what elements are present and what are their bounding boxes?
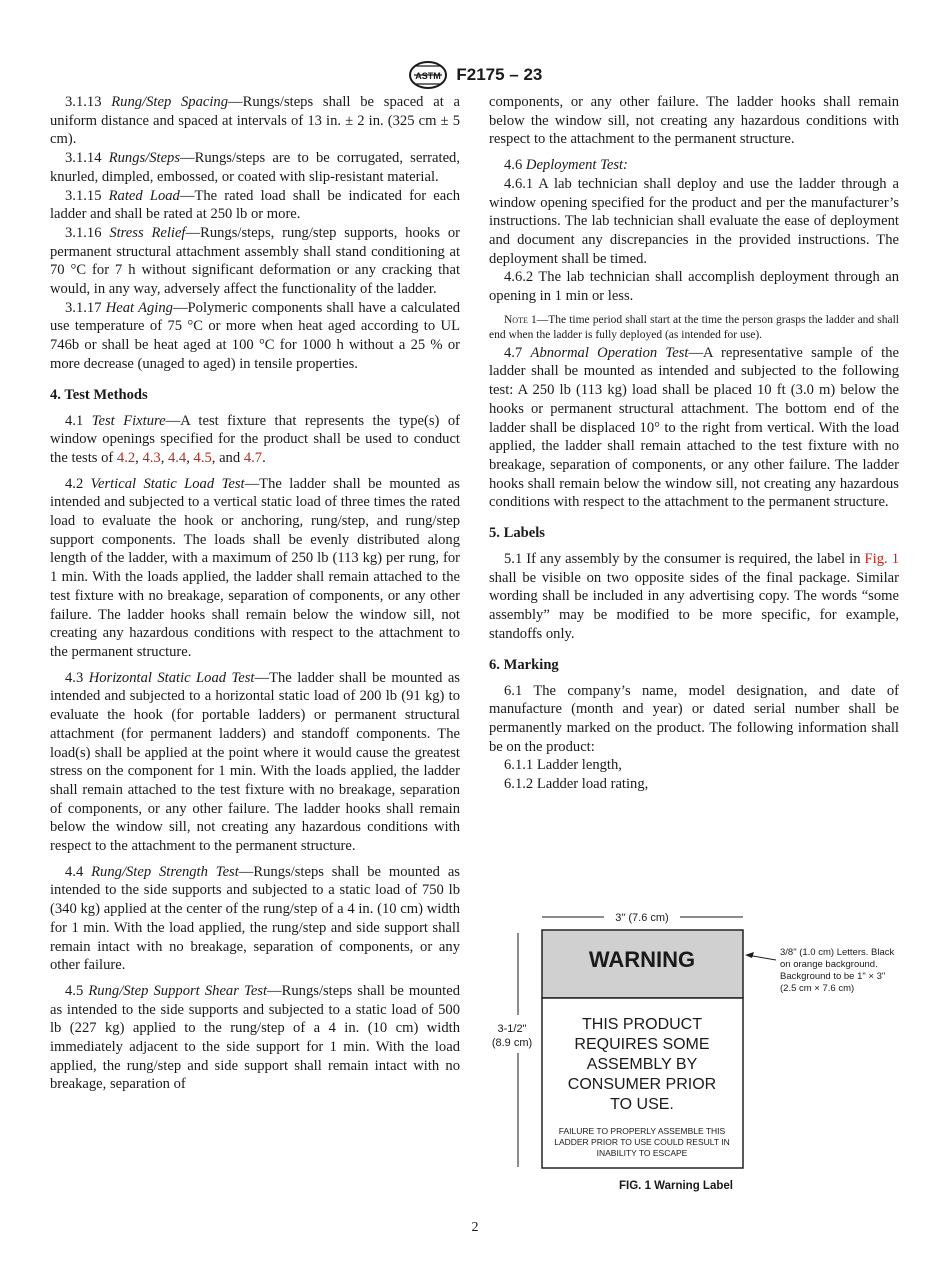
callout-line-2: on orange background. xyxy=(780,959,878,970)
section-5-1: 5.1 If any assembly by the consumer is required, the label in Fig. 1 shall be visible on two opposite sides of the final package. Similar wording shall be included in any advertising copy. The words “some assembly” may be modified to be more specific, for example, standoffs only. xyxy=(489,551,900,642)
heading-test-methods: 4. Test Methods xyxy=(50,386,148,403)
note-1: Note 1—The time period shall start at the time the person grasps the ladder and shall end when the ladder is fully deployed (as intended for use). xyxy=(489,313,899,342)
section-4-6-2: 4.6.2 The lab technician shall accomplish deployment through an opening in 1 min or less. xyxy=(489,269,899,305)
section-4-2: 4.2 Vertical Static Load Test—The ladder shall be mounted as intended and subjected to a vertical static load of three times the rated load to evaluate the hook or anchoring, rung/step, and rung/step support components. The loads shall be evenly distributed along length of the ladder, with a maximum of 250 lb (113 kg) per rung, for 1 min. With the loads applied, the ladder shall remain attached to the test fixture with no breakage, separation of components, or any other failure. The ladder hooks shall remain below the window sill, not creating any hazardous conditions with respect to the attachment to the permanent structure. xyxy=(50,475,460,660)
ref-4-3[interactable]: 4.3 xyxy=(142,449,161,466)
ref-4-7[interactable]: 4.7 xyxy=(243,449,263,466)
astm-logo-text: ASTM xyxy=(414,71,441,81)
callout-arrowhead-icon xyxy=(745,952,754,958)
section-6-1-2: 6.1.2 Ladder load rating, xyxy=(504,776,649,793)
section-4-5-continued: components, or any other failure. The ladder hooks shall remain below the window sill, not creating any hazardous conditions with respect to the attachment to the permanent structure. xyxy=(489,94,899,148)
callout-line-3: Background to be 1" × 3" xyxy=(780,971,886,982)
warning-title: WARNING xyxy=(588,947,696,972)
height-label-line-2: (8.9 cm) xyxy=(491,1037,533,1049)
callout-line-1: 3/8" (1.0 cm) Letters. Black xyxy=(780,947,895,958)
section-4-7: 4.7 Abnormal Operation Test—A representative sample of the ladder shall be mounted as intended and subjected to the following test: A 250 lb (113 kg) load shall be placed 10 ft (3.0 m) below the hooks or permanent structural attachment. The bottom end of the ladder shall be displaced 10° to the right from vertical. With the load applied, the ladder shall remain attached to the test fixture with no breakage, separation of components, or any other failure. The ladder hooks shall remain below the window sill, not creating any hazardous conditions with respect to the attachment to the permanent structure. xyxy=(489,344,900,511)
section-4-5: 4.5 Rung/Step Support Shear Test—Rungs/steps shall be mounted as intended to the side supports and subjected to a static load of 500 lb (227 kg) applied to the rung/step of a 4 in. (10 cm) width immediately adjacent to the side support for 1 min. With the load applied, the rung/step and side support shall remain intact with no breakage, separation of xyxy=(50,982,460,1093)
section-4-4: 4.4 Rung/Step Strength Test—Rungs/steps shall be mounted as intended to the side supports and subjected to a static load of 750 lb (340 kg) applied at the center of the rung/step of a 4 in. (10 cm) width for 1 min. With the load applied, the rung/step and side support shall remain intact with no breakage, separation of components, or any other failure. xyxy=(50,863,460,974)
section-6-1: 6.1 The company’s name, model designation, and date of manufacture (month and year) or dated serial number shall be permanently marked on the product. The following information shall be on the product: xyxy=(489,682,899,755)
section-4-6: 4.6 Deployment Test: xyxy=(504,157,628,174)
warning-body-line-5: TO USE. xyxy=(610,1096,674,1113)
right-column xyxy=(489,93,899,794)
callout-line-4: (2.5 cm × 7.6 cm) xyxy=(780,983,855,994)
warning-body-line-4: CONSUMER PRIOR xyxy=(567,1076,717,1093)
ref-fig-1[interactable]: Fig. 1 xyxy=(864,551,900,568)
figure-1 xyxy=(486,905,916,1205)
section-4-1: 4.1 Test Fixture—A test fixture that represents the type(s) of window openings specified for the product shall be used to conduct the tests of 4.2, 4.3, 4.4, 4.5, and 4.7. xyxy=(50,412,460,466)
page-number: 2 xyxy=(471,1220,479,1235)
warning-body-line-1: THIS PRODUCT xyxy=(582,1016,702,1033)
heading-labels: 5. Labels xyxy=(489,525,545,542)
document-code: F2175 – 23 xyxy=(456,65,543,84)
width-label: 3" (7.6 cm) xyxy=(615,912,669,924)
section-3-1-13: 3.1.13 Rung/Step Spacing—Rungs/steps shall be spaced at a uniform distance and spaced at intervals of 13 in. ± 2 in. (325 cm ± 5 cm). xyxy=(50,94,460,148)
section-3-1-15: 3.1.15 Rated Load—The rated load shall be indicated for each ladder and shall be rated at 250 lb or more. xyxy=(50,187,461,223)
warning-label-diagram xyxy=(486,905,916,1180)
page-header xyxy=(0,60,950,90)
astm-logo-icon xyxy=(408,60,448,90)
section-4-6-1: 4.6.1 A lab technician shall deploy and use the ladder through a window opening specified for the product and per the manufacturer’s instructions. The lab technician shall evaluate the ease of deployment and document any discrepancies in the provided instructions. The deployment shall be timed. xyxy=(489,175,899,267)
warning-fine-line-3: INABILITY TO ESCAPE xyxy=(596,1148,688,1158)
left-column xyxy=(50,93,460,1094)
ref-4-4[interactable]: 4.4 xyxy=(167,449,187,466)
height-label-line-1: 3-1/2" xyxy=(497,1023,527,1035)
heading-marking: 6. Marking xyxy=(489,656,559,673)
section-4-3: 4.3 Horizontal Static Load Test—The ladder shall be mounted as intended and subjected to a horizontal static load of 200 lb (91 kg) to evaluate the hook (for portable ladders) or permanent structural attachment (for permanent ladders) and standoff components. The load(s) shall be applied at the point where it would cause the greatest stress on the component for 1 min. With the loads applied, the ladder shall remain attached to the test fixture with no breakage, separation of components, or any other failure. The ladder hooks shall remain below the window sill, not creating any hazardous conditions with respect to the attachment to the permanent structure. xyxy=(50,669,460,855)
warning-body-line-3: ASSEMBLY BY xyxy=(586,1056,698,1073)
section-3-1-14: 3.1.14 Rungs/Steps—Rungs/steps are to be corrugated, serrated, knurled, dimpled, embossed, or coated with slip-resistant material. xyxy=(50,150,460,185)
ref-4-5[interactable]: 4.5 xyxy=(193,449,212,466)
section-6-1-1: 6.1.1 Ladder length, xyxy=(504,757,622,774)
ref-4-2[interactable]: 4.2 xyxy=(116,449,136,466)
section-3-1-17: 3.1.17 Heat Aging—Polymeric components shall have a calculated use temperature of 75 °C or more when heat aged according to UL 746b or shall be heat aged at 100 °C for 1000 h without a 25 % or more decrease (unaged to aged) in tensile properties. xyxy=(50,299,460,372)
figure-caption: FIG. 1 Warning Label xyxy=(619,1180,733,1192)
warning-fine-line-1: FAILURE TO PROPERLY ASSEMBLE THIS xyxy=(558,1126,726,1136)
section-3-1-16: 3.1.16 Stress Relief—Rungs/steps, rung/step supports, hooks or permanent structural attachment assembly shall stand conditioning at 70 °C for 7 h without significant deformation or any cracking that would, in any way, adversely affect the functionality of the ladder. xyxy=(50,224,461,298)
warning-fine-line-2: LADDER PRIOR TO USE COULD RESULT IN xyxy=(554,1137,730,1147)
warning-body-line-2: REQUIRES SOME xyxy=(574,1036,710,1053)
